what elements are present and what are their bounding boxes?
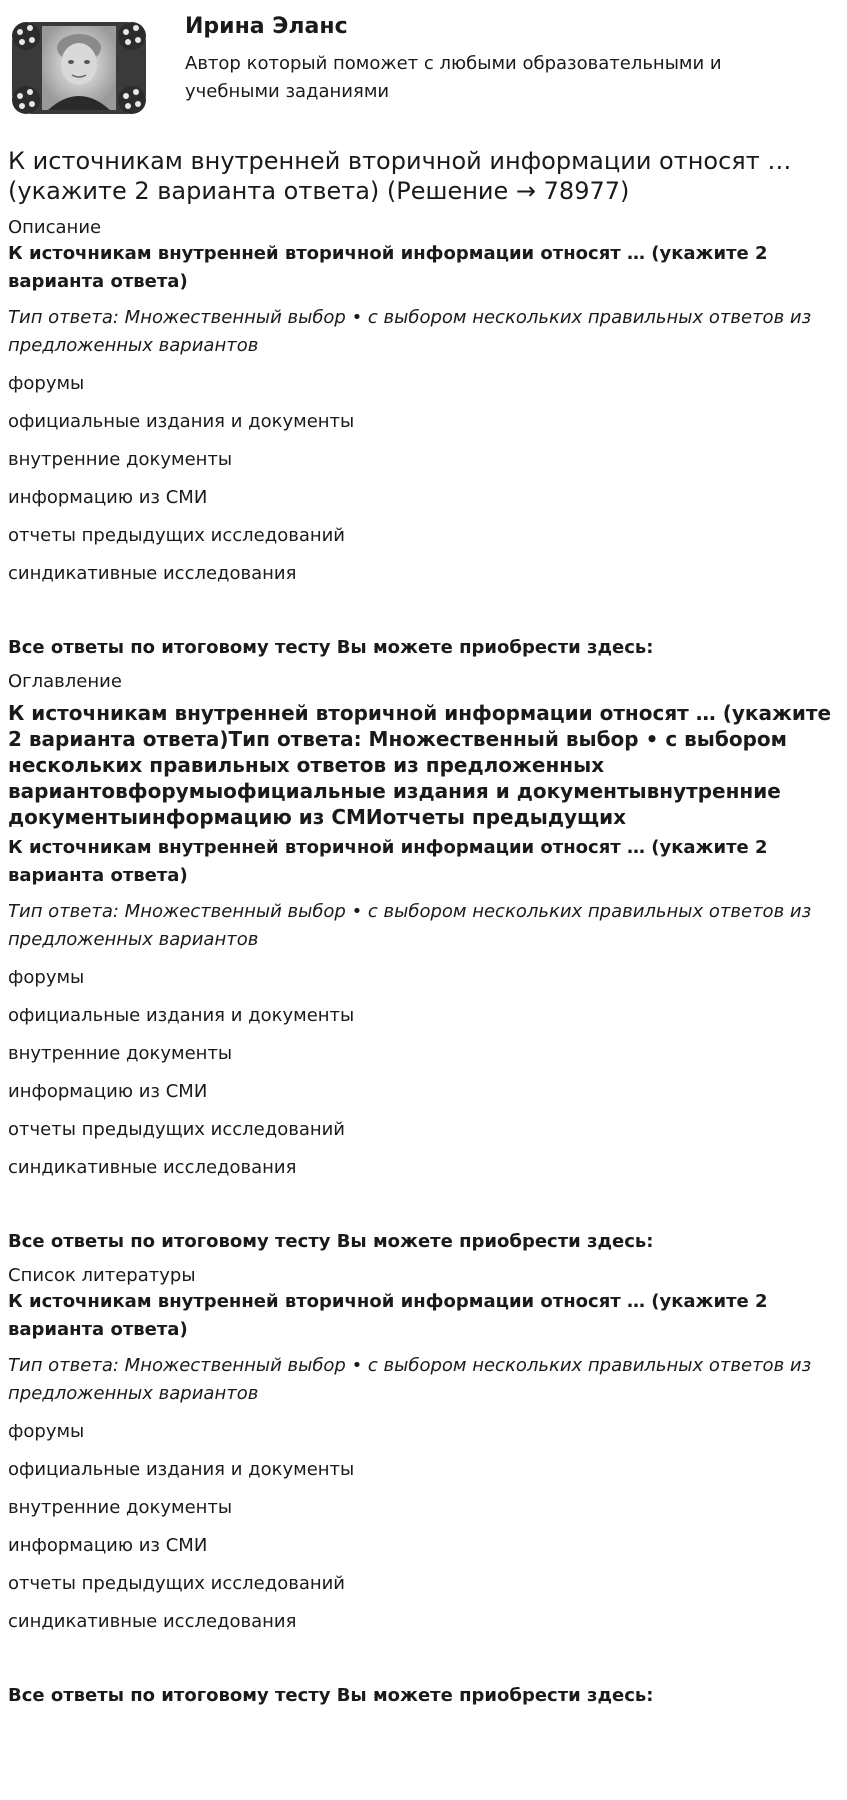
option-item: официальные издания и документы: [8, 1005, 355, 1026]
option-item: внутренние документы: [8, 1043, 233, 1064]
option-item: официальные издания и документы: [8, 411, 355, 432]
author-card: [8, 0, 838, 130]
option-item: отчеты предыдущих исследований: [8, 525, 346, 546]
section-label: Список литературы: [8, 1265, 196, 1286]
author-name[interactable]: Ирина Эланс: [185, 14, 348, 39]
section-bibliography: [8, 1264, 838, 1708]
section-contents: [8, 670, 838, 1254]
section-description: [8, 216, 838, 660]
options-list: [8, 370, 838, 588]
option-item: информацию из СМИ: [8, 487, 208, 508]
option-item: отчеты предыдущих исследований: [8, 1573, 346, 1594]
section-label: Оглавление: [8, 671, 122, 692]
question-text: К источникам внутренней вторичной информации относят … (укажите 2 варианта ответа): [8, 243, 768, 292]
option-item: информацию из СМИ: [8, 1535, 208, 1556]
answer-type: Тип ответа: Множественный выбор • с выбором нескольких правильных ответов из предложенных вариантов: [8, 307, 812, 356]
option-item: официальные издания и документы: [8, 1459, 355, 1480]
option-item: внутренние документы: [8, 1497, 233, 1518]
buy-answers-text: Все ответы по итоговому тесту Вы можете приобрести здесь:: [8, 1231, 654, 1252]
option-item: форумы: [8, 373, 85, 394]
option-item: синдикативные исследования: [8, 563, 297, 584]
option-item: внутренние документы: [8, 449, 233, 470]
author-description: Автор который поможет с любыми образовательными и учебными заданиями: [185, 53, 722, 102]
page-title: К источникам внутренней вторичной информации относят … (укажите 2 варианта ответа) (Решение → 78977): [8, 147, 792, 205]
question-text: К источникам внутренней вторичной информации относят … (укажите 2 варианта ответа): [8, 1291, 768, 1340]
answer-type: Тип ответа: Множественный выбор • с выбором нескольких правильных ответов из предложенных вариантов: [8, 901, 812, 950]
page: [8, 0, 838, 1708]
buy-answers-text: Все ответы по итоговому тесту Вы можете приобрести здесь:: [8, 637, 654, 658]
option-item: отчеты предыдущих исследований: [8, 1119, 346, 1140]
option-item: информацию из СМИ: [8, 1081, 208, 1102]
toc-heading: К источникам внутренней вторичной информации относят … (укажите 2 варианта ответа)Тип ответа: Множественный выбор • с выбором нескольких правильных ответов из предложенных вариантовфорумыофициальные издания и документывнутренние документыинформацию из СМИотчеты предыдущих: [8, 701, 832, 829]
option-item: форумы: [8, 1421, 85, 1442]
answer-type: Тип ответа: Множественный выбор • с выбором нескольких правильных ответов из предложенных вариантов: [8, 1355, 812, 1404]
options-list: [8, 964, 838, 1182]
author-avatar[interactable]: [8, 8, 150, 126]
option-item: синдикативные исследования: [8, 1157, 297, 1178]
question-text: К источникам внутренней вторичной информации относят … (укажите 2 варианта ответа): [8, 837, 768, 886]
option-item: синдикативные исследования: [8, 1611, 297, 1632]
section-label: Описание: [8, 217, 102, 238]
option-item: форумы: [8, 967, 85, 988]
buy-answers-text: Все ответы по итоговому тесту Вы можете приобрести здесь:: [8, 1685, 654, 1706]
options-list: [8, 1418, 838, 1636]
